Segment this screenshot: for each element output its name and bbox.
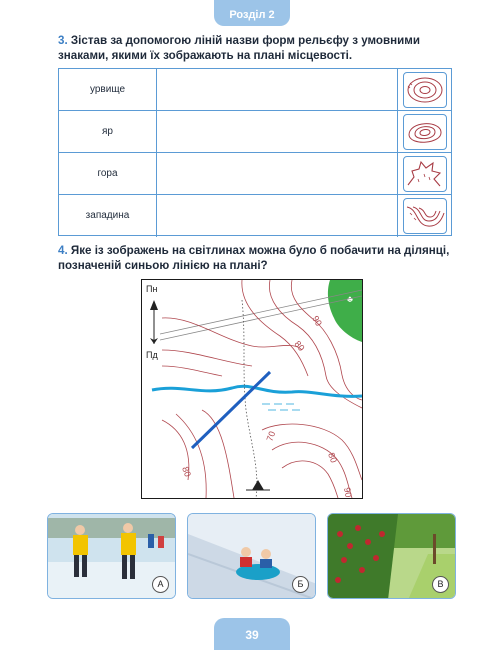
symbol-cell [397,153,451,194]
marsh-marks [262,404,300,410]
terrain-map [141,279,363,499]
task-4-text: Яке із зображень на світлинах можна було б побачити на ділянці, позначеній синьою лінією на плані? [58,244,450,272]
table-row [59,195,451,237]
table-row [59,111,451,153]
contour-label: 90 [310,314,324,328]
south-label: Пд [146,350,158,360]
contour-label: 80 [180,465,193,479]
contour-rings-icon [403,72,447,108]
task-3-text: Зістав за допомогою ліній назви форм рельєфу з умовними знаками, якими їх зображають на плані місцевості. [58,34,420,62]
photo-option-a[interactable] [47,513,176,599]
north-label: Пн [146,284,158,294]
table-row [59,153,451,195]
photo-badge: Б [292,576,309,593]
contour-label: 80 [292,338,307,353]
section-tab: Розділ 2 [214,0,290,26]
tree-icon: ♣ [347,294,353,304]
contour-label: 90 [342,486,354,498]
photo-option-c[interactable] [327,513,456,599]
cliff-ravine-icon [403,156,447,192]
task-4-prompt [58,243,468,273]
relief-label: урвище [59,69,157,110]
contour-depression-icon [403,198,447,234]
contour-label: 80 [326,451,339,465]
river-line [152,386,362,396]
task-3-number: 3. [58,34,68,47]
contour-hill-icon [403,114,447,150]
photo-option-b[interactable] [187,513,316,599]
matching-table [58,68,452,236]
symbol-cell [397,69,451,110]
survey-marker-icon [252,480,264,490]
task-4-number: 4. [58,244,68,257]
symbol-cell [397,111,451,152]
forest-area [328,280,362,342]
contour-label: 70 [264,429,278,443]
route-line [192,372,270,448]
north-arrow-icon [150,300,158,344]
photo-badge: А [152,576,169,593]
relief-label: западина [59,195,157,237]
relief-label: яр [59,111,157,152]
relief-label: гора [59,153,157,194]
symbol-cell [397,195,451,237]
photo-badge: В [432,576,449,593]
table-row [59,69,451,111]
task-3-prompt [58,33,468,63]
page-number: 39 [214,618,290,650]
